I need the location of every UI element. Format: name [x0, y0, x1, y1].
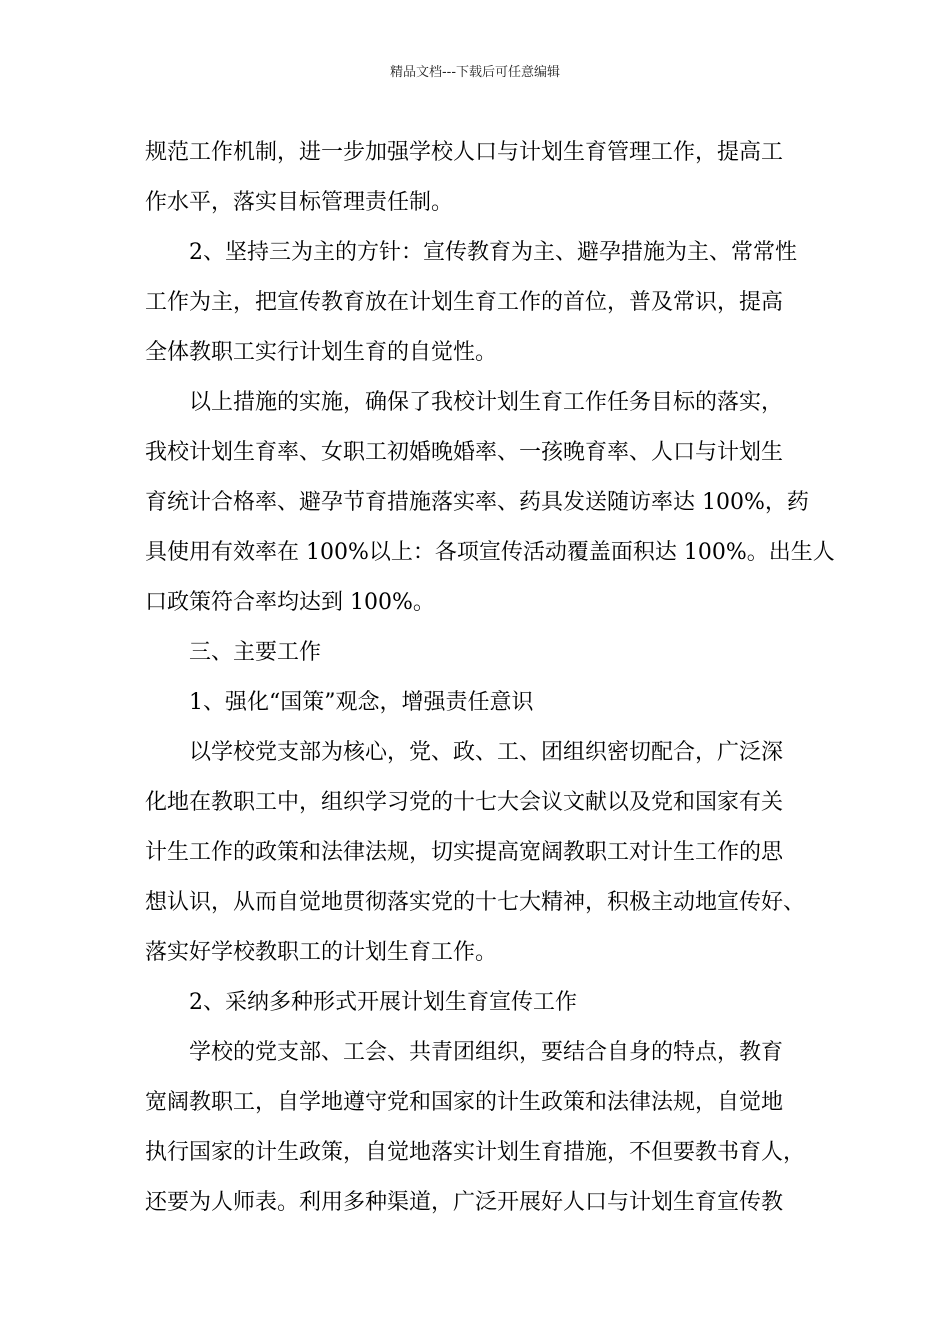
text-line: 育统计合格率、避孕节育措施落实率、药具发送随访率达 100%，药: [145, 490, 809, 515]
page-header: 精品文档---下载后可任意编辑: [389, 65, 561, 80]
subsection-heading: 1、强化“国策”观念，增强责任意识: [189, 690, 534, 715]
text-line: 落实好学校教职工的计划生育工作。: [145, 940, 498, 965]
text-line: 化地在教职工中，组织学习党的十七大会议文献以及党和国家有关: [145, 790, 784, 815]
subsection-heading: 2、采纳多种形式开展计划生育宣传工作: [189, 990, 577, 1015]
text-line: 规范工作机制，进一步加强学校人口与计划生育管理工作，提高工: [145, 140, 784, 165]
text-line: 还要为人师表。利用多种渠道，广泛开展好人口与计划生育宣传教: [145, 1190, 784, 1215]
text-line: 工作为主，把宣传教育放在计划生育工作的首位，普及常识，提高: [145, 290, 784, 315]
text-line: 想认识，从而自觉地贯彻落实党的十七大精神，积极主动地宣传好、: [145, 890, 806, 915]
document-body: [145, 128, 835, 1228]
text-line: 计生工作的政策和法律法规，切实提高宽阔教职工对计生工作的思: [145, 840, 784, 865]
text-line: 2、坚持三为主的方针：宣传教育为主、避孕措施为主、常常性: [189, 240, 797, 265]
section-heading: 三、主要工作: [189, 640, 322, 665]
text-line: 作水平，落实目标管理责任制。: [145, 190, 454, 215]
text-line: 以上措施的实施，确保了我校计划生育工作任务目标的落实，: [189, 390, 784, 415]
text-line: 学校的党支部、工会、共青团组织，要结合自身的特点，教育: [189, 1040, 784, 1065]
text-line: 执行国家的计生政策，自觉地落实计划生育措施，不但要教书育人，: [145, 1140, 806, 1165]
text-line: 口政策符合率均达到 100%。: [145, 590, 435, 615]
text-line: 全体教职工实行计划生育的自觉性。: [145, 340, 498, 365]
text-line: 以学校党支部为核心，党、政、工、团组织密切配合，广泛深: [189, 740, 784, 765]
text-line: 宽阔教职工，自学地遵守党和国家的计生政策和法律法规，自觉地: [145, 1090, 784, 1115]
text-line: 具使用有效率在 100%以上：各项宣传活动覆盖面积达 100%。出生人: [145, 540, 835, 565]
text-line: 我校计划生育率、女职工初婚晚婚率、一孩晚育率、人口与计划生: [145, 440, 784, 465]
